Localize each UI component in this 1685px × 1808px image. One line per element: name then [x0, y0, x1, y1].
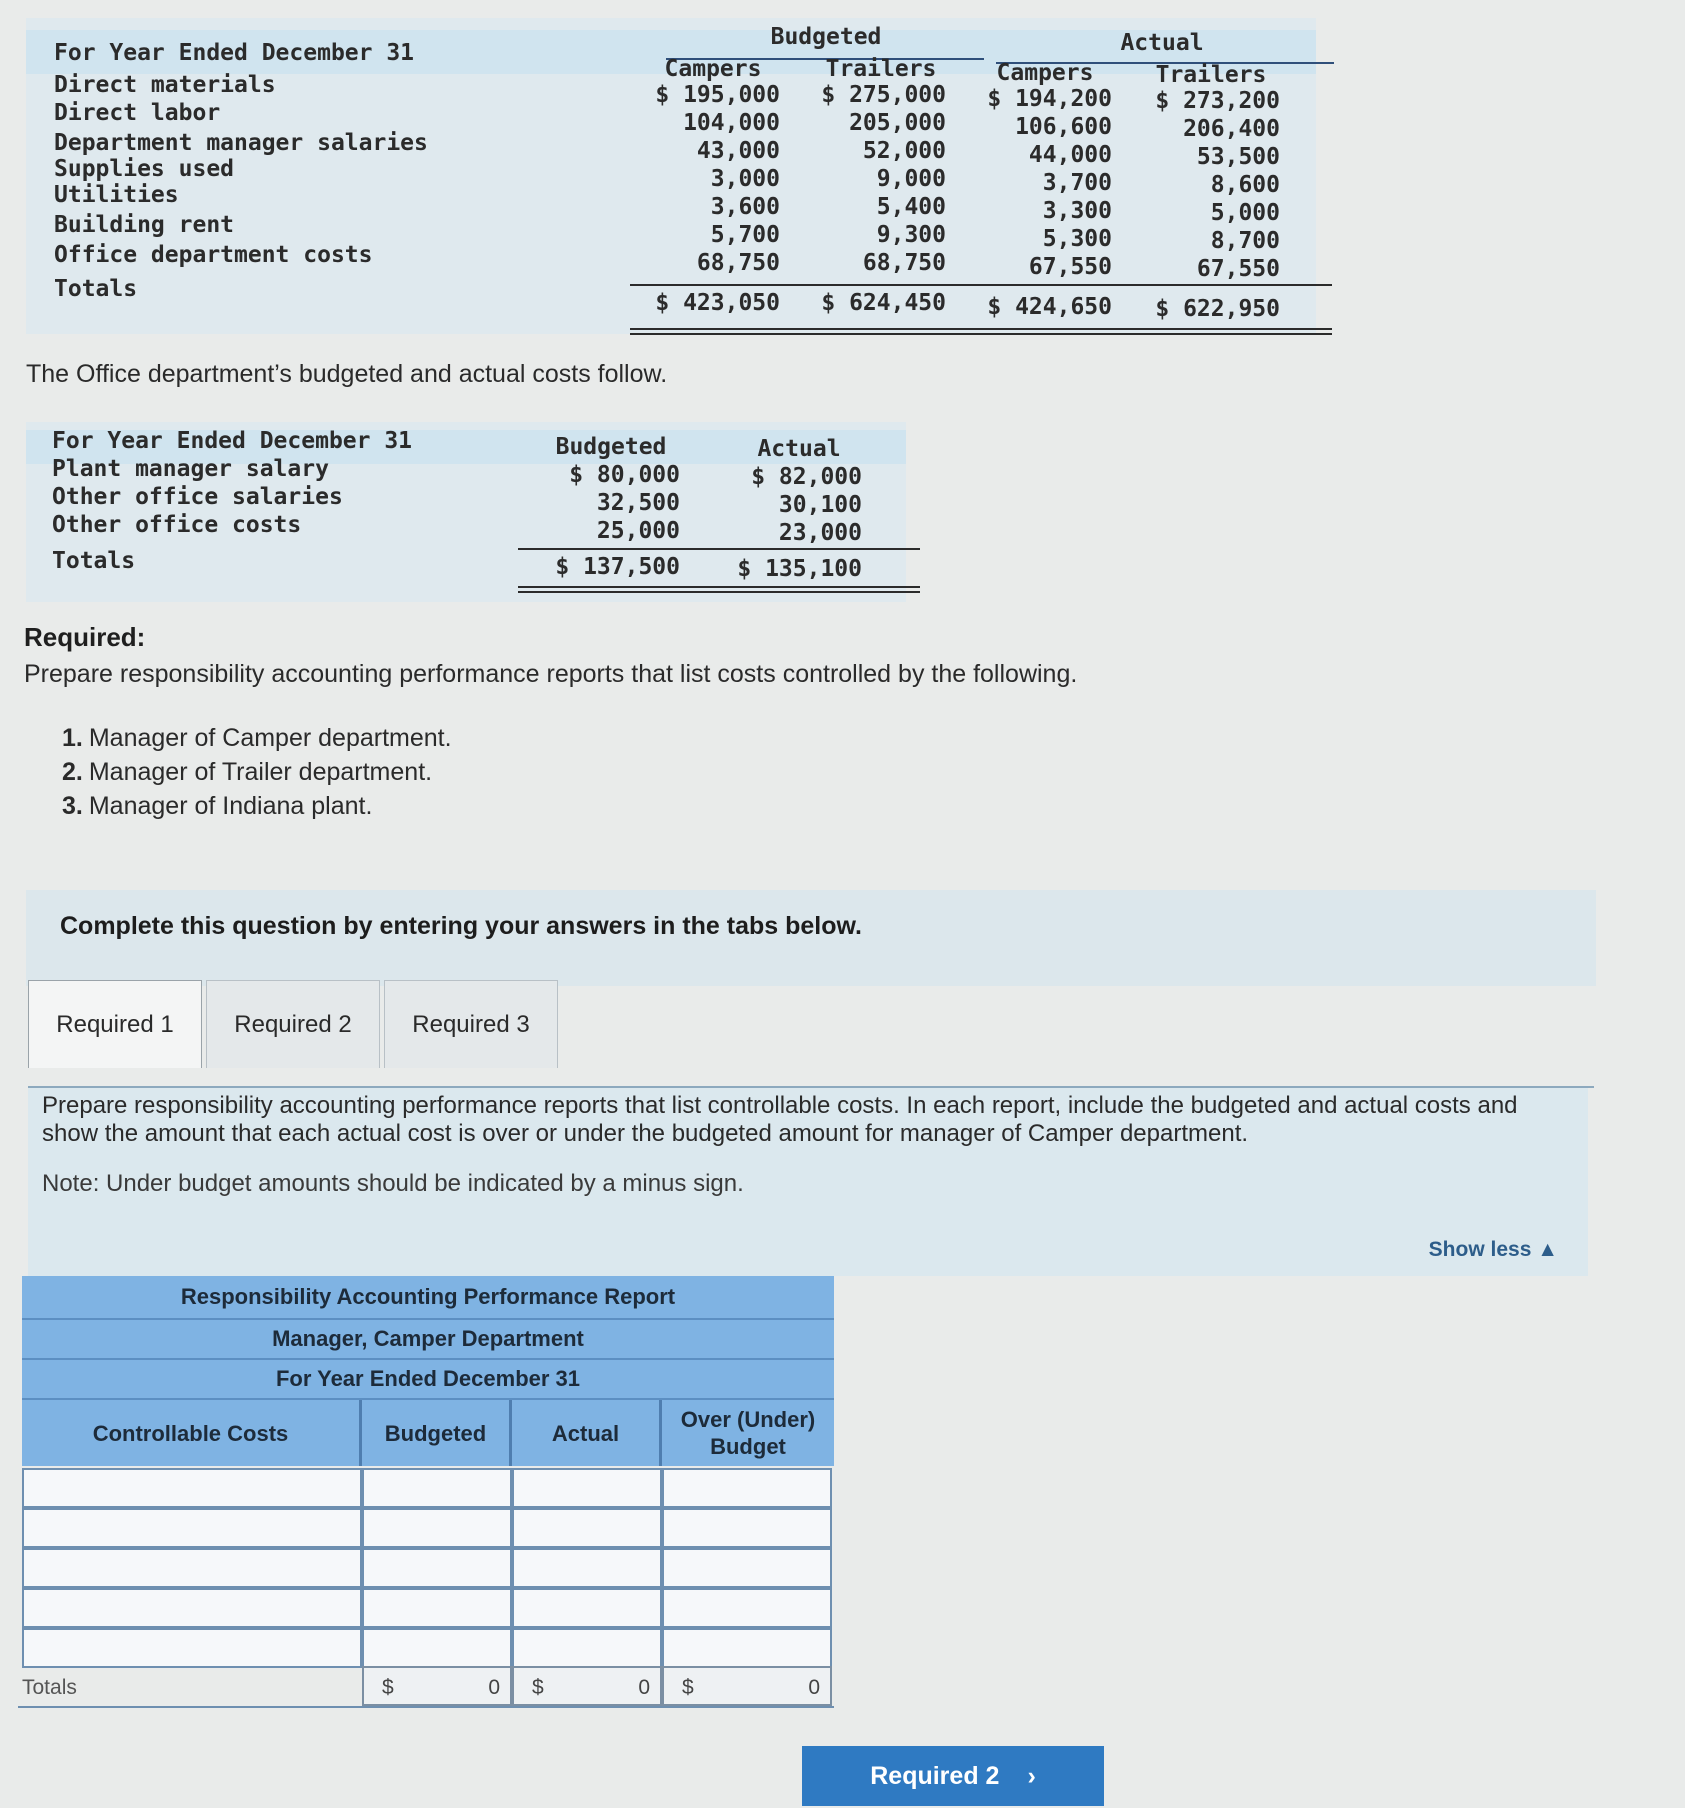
cell-a-campers: 3,300: [1042, 198, 1112, 224]
cell-a-campers: 3,700: [1042, 170, 1112, 196]
row-label: Other office costs: [52, 512, 302, 538]
cell-a-trailers: 67,550: [1196, 256, 1280, 282]
report-period: For Year Ended December 31: [22, 1360, 834, 1400]
col-actual-trailers: Trailers: [1155, 62, 1267, 88]
row-label: Utilities: [54, 182, 179, 208]
cell-b-trailers: 5,400: [876, 194, 946, 220]
cost-data-table: [26, 18, 1316, 334]
cell-b-trailers: 205,000: [849, 110, 946, 136]
col-budgeted: Budgeted: [362, 1400, 512, 1466]
total-b-trailers: $ 624,450: [821, 290, 946, 316]
period-label: For Year Ended December 31: [54, 40, 415, 66]
budgeted-input[interactable]: [362, 1628, 512, 1668]
required-text: Prepare responsibility accounting performance reports that list costs controlled by the following.: [24, 660, 1078, 688]
cell-b-campers: 68,750: [696, 250, 780, 276]
cell-a-trailers: $ 273,200: [1155, 88, 1280, 114]
col-actual: Actual: [512, 1400, 662, 1466]
cell-b-campers: 43,000: [696, 138, 780, 164]
chevron-right-icon: ›: [1027, 1761, 1036, 1790]
cell-a-trailers: 8,600: [1210, 172, 1280, 198]
total-budgeted: $ 137,500: [555, 554, 680, 580]
group-actual: Actual: [1120, 30, 1204, 56]
actual-input[interactable]: [512, 1508, 662, 1548]
actual-input[interactable]: [512, 1468, 662, 1508]
group-budgeted: Budgeted: [770, 24, 882, 50]
actual-input[interactable]: [512, 1628, 662, 1668]
office-costs-table: [26, 422, 906, 602]
cell-a-campers: 44,000: [1028, 142, 1112, 168]
over-under-input[interactable]: [662, 1508, 832, 1548]
total-actual-cell: $ 0: [512, 1666, 662, 1706]
cell-b-trailers: 9,300: [876, 222, 946, 248]
office-intro-text: The Office department’s budgeted and actual costs follow.: [26, 360, 668, 388]
cell-a-trailers: 8,700: [1210, 228, 1280, 254]
cell-actual: 30,100: [778, 492, 862, 518]
cell-budgeted: 32,500: [596, 490, 680, 516]
actual-input[interactable]: [512, 1548, 662, 1588]
report-title: Responsibility Accounting Performance Report: [22, 1276, 834, 1320]
required-list: [62, 724, 452, 826]
cost-name-input[interactable]: [22, 1468, 362, 1508]
cell-a-campers: $ 194,200: [987, 86, 1112, 112]
list-item: 1. Manager of Camper department.: [62, 724, 452, 752]
cell-b-campers: 5,700: [710, 222, 780, 248]
over-under-input[interactable]: [662, 1588, 832, 1628]
total-budgeted-cell: $ 0: [362, 1666, 512, 1706]
tab-required-3[interactable]: Required 3: [384, 980, 558, 1068]
tab-required-1[interactable]: Required 1: [28, 980, 202, 1068]
cost-name-input[interactable]: [22, 1628, 362, 1668]
budgeted-input[interactable]: [362, 1468, 512, 1508]
cell-a-campers: 5,300: [1042, 226, 1112, 252]
cell-actual: 23,000: [778, 520, 862, 546]
total-a-campers: $ 424,650: [987, 294, 1112, 320]
cell-budgeted: 25,000: [596, 518, 680, 544]
cell-b-trailers: $ 275,000: [821, 82, 946, 108]
cell-b-trailers: 68,750: [862, 250, 946, 276]
row-label: Plant manager salary: [52, 456, 329, 482]
total-over-under-cell: $ 0: [662, 1666, 832, 1706]
row-label: Direct labor: [54, 100, 221, 126]
instruction-banner: [26, 890, 1596, 986]
cell-b-campers: 3,600: [710, 194, 780, 220]
totals-label: Totals: [22, 1676, 77, 1699]
over-under-input[interactable]: [662, 1548, 832, 1588]
cost-name-input[interactable]: [22, 1548, 362, 1588]
period-label: For Year Ended December 31: [52, 428, 413, 454]
banner-text: Complete this question by entering your answers in the tabs below.: [60, 912, 862, 940]
col-budgeted-campers: Campers: [664, 56, 762, 82]
next-required-2-button[interactable]: [802, 1746, 1104, 1806]
list-item: 3. Manager of Indiana plant.: [62, 792, 373, 820]
required-heading: Required:: [24, 622, 146, 652]
col-budgeted: Budgeted: [555, 434, 667, 460]
budgeted-input[interactable]: [362, 1588, 512, 1628]
col-controllable-costs: Controllable Costs: [22, 1400, 362, 1466]
performance-report-table: [18, 1276, 834, 1716]
cell-budgeted: $ 80,000: [569, 462, 680, 488]
tab-required-2[interactable]: Required 2: [206, 980, 380, 1068]
cell-b-trailers: 9,000: [876, 166, 946, 192]
col-actual-campers: Campers: [996, 60, 1094, 86]
cell-b-campers: 3,000: [710, 166, 780, 192]
panel-text: Prepare responsibility accounting performance reports that list controllable costs. In each report, include the budgeted and actual costs and show the amount that each actual cost is over or under the budgeted amount for manager of Camper department.: [42, 1092, 1518, 1147]
cost-name-input[interactable]: [22, 1508, 362, 1548]
col-budgeted-trailers: Trailers: [825, 56, 937, 82]
cell-a-trailers: 206,400: [1183, 116, 1280, 142]
cell-actual: $ 82,000: [751, 464, 862, 490]
col-over-under: Over (Under) Budget: [662, 1400, 834, 1466]
report-bottom-border: [18, 1706, 834, 1708]
row-label: Department manager salaries: [54, 130, 428, 156]
total-actual: $ 135,100: [737, 556, 862, 582]
cost-name-input[interactable]: [22, 1588, 362, 1628]
cell-a-campers: 106,600: [1015, 114, 1112, 140]
next-button-label: Required 2: [870, 1761, 1000, 1790]
actual-input[interactable]: [512, 1588, 662, 1628]
row-label: Office department costs: [54, 242, 373, 268]
over-under-input[interactable]: [662, 1628, 832, 1668]
row-label: Supplies used: [54, 156, 235, 182]
cell-b-campers: $ 195,000: [655, 82, 780, 108]
show-less-link[interactable]: Show less ▲: [1428, 1238, 1558, 1261]
report-subtitle: Manager, Camper Department: [22, 1320, 834, 1360]
budgeted-input[interactable]: [362, 1548, 512, 1588]
cell-a-trailers: 53,500: [1196, 144, 1280, 170]
panel-note: Note: Under budget amounts should be indicated by a minus sign.: [42, 1170, 744, 1197]
row-label: Direct materials: [54, 72, 276, 98]
total-b-campers: $ 423,050: [655, 290, 780, 316]
col-actual: Actual: [757, 436, 841, 462]
over-under-input[interactable]: [662, 1468, 832, 1508]
row-label: Other office salaries: [52, 484, 343, 510]
budgeted-input[interactable]: [362, 1508, 512, 1548]
cell-a-trailers: 5,000: [1210, 200, 1280, 226]
row-label: Building rent: [54, 212, 235, 238]
total-a-trailers: $ 622,950: [1155, 296, 1280, 322]
cell-b-campers: 104,000: [683, 110, 780, 136]
totals-label: Totals: [52, 548, 136, 574]
cell-a-campers: 67,550: [1028, 254, 1112, 280]
totals-label: Totals: [54, 276, 138, 302]
instruction-panel: [28, 1088, 1588, 1276]
list-item: 2. Manager of Trailer department.: [62, 758, 433, 786]
cell-b-trailers: 52,000: [862, 138, 946, 164]
